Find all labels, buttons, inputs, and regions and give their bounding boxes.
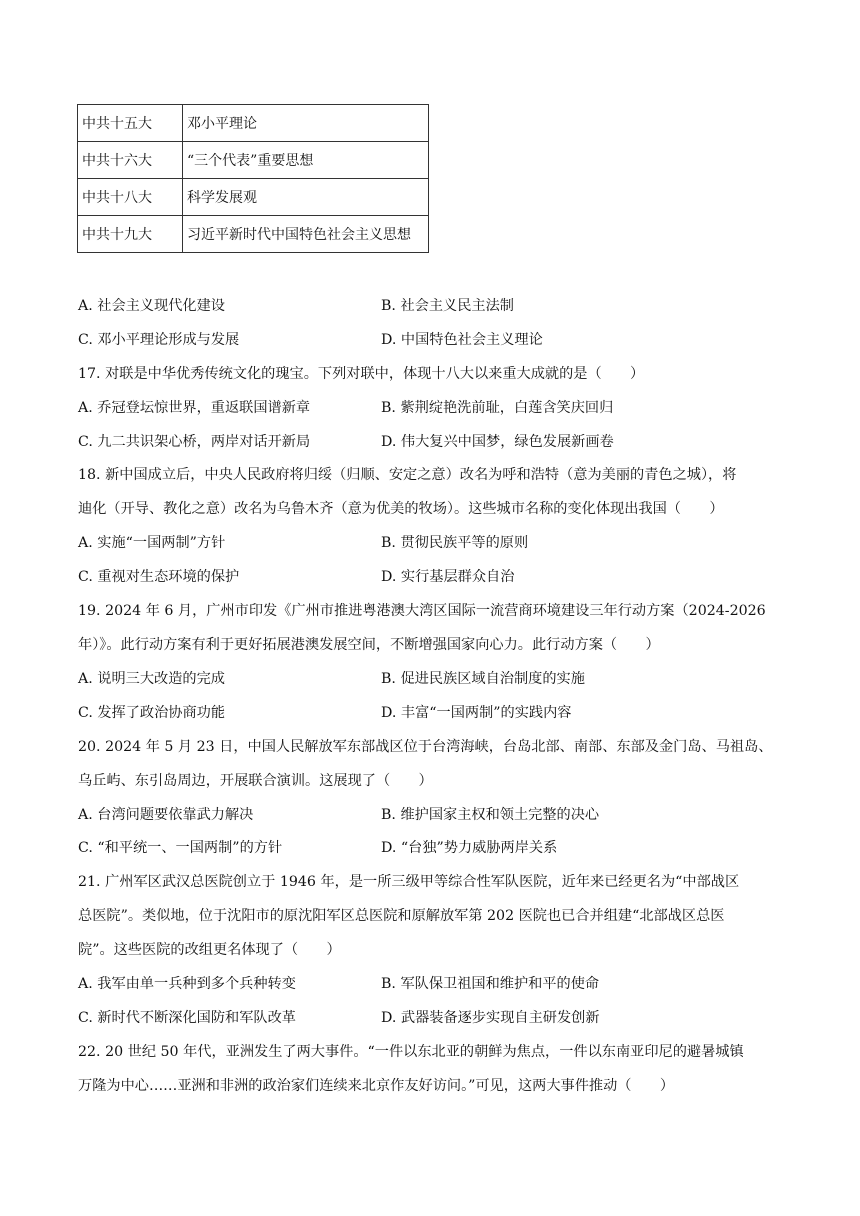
q17-option-d[interactable]: D. 伟大复兴中国梦，绿色发展新画卷 <box>381 434 614 450</box>
q17-option-a[interactable]: A. 乔冠登坛惊世界，重返联国谱新章 <box>78 400 311 416</box>
q18-option-c[interactable]: C. 重视对生态环境的保护 <box>78 569 240 585</box>
q20-stem-line-2: 乌丘屿、东引岛周边，开展联合演训。这展现了（ ） <box>78 773 433 789</box>
q20-option-b[interactable]: B. 维护国家主权和领土完整的决心 <box>381 807 600 823</box>
q18-option-b[interactable]: B. 贯彻民族平等的原则 <box>381 535 529 551</box>
q16-option-d[interactable]: D. 中国特色社会主义理论 <box>381 332 543 348</box>
q20-option-d[interactable]: D. “台独”势力威胁两岸关系 <box>381 840 558 856</box>
q18-option-d[interactable]: D. 实行基层群众自治 <box>381 569 515 585</box>
q16-option-b[interactable]: B. 社会主义民主法制 <box>381 298 514 314</box>
q20-stem-line-1: 20. 2024 年 5 月 23 日，中国人民解放军东部战区位于台湾海峡，台岛北部、南部、东部及金门岛、马祖岛、 <box>78 739 773 755</box>
q20-option-c[interactable]: C. “和平统一、一国两制”的方针 <box>78 840 283 856</box>
table-cell-congress: 中共十六大 <box>78 142 183 179</box>
q18-option-a[interactable]: A. 实施“一国两制”方针 <box>78 535 226 551</box>
q16-option-c[interactable]: C. 邓小平理论形成与发展 <box>78 332 240 348</box>
q20-option-a[interactable]: A. 台湾问题要依靠武力解决 <box>78 807 254 823</box>
q22-stem-line-2: 万隆为中心……亚洲和非洲的政治家们连续来北京作友好访问。”可见，这两大事件推动（ ） <box>78 1078 675 1094</box>
q19-stem-line-1: 19. 2024 年 6 月，广州市印发《广州市推进粤港澳大湾区国际一流营商环境建设三年行动方案（2024-2026 <box>78 603 766 619</box>
table-cell-theory: 邓小平理论 <box>183 105 429 142</box>
q22-stem-line-1: 22. 20 世纪 50 年代，亚洲发生了两大事件。“一件以东北亚的朝鲜为焦点，一件以东南亚印尼的避暑城镇 <box>78 1044 744 1060</box>
q21-option-b[interactable]: B. 军队保卫祖国和维护和平的使命 <box>381 976 600 992</box>
table-cell-theory: 习近平新时代中国特色社会主义思想 <box>183 216 429 253</box>
table-cell-congress: 中共十五大 <box>78 105 183 142</box>
table-cell-theory: 科学发展观 <box>183 179 429 216</box>
q18-stem-line-1: 18. 新中国成立后，中央人民政府将归绥（归顺、安定之意）改名为呼和浩特（意为美丽的青色之城），将 <box>78 467 737 483</box>
q17-stem: 17. 对联是中华优秀传统文化的瑰宝。下列对联中，体现十八大以来重大成就的是（ ） <box>78 366 645 382</box>
q21-option-c[interactable]: C. 新时代不断深化国防和军队改革 <box>78 1010 296 1026</box>
q21-stem-line-1: 21. 广州军区武汉总医院创立于 1946 年，是一所三级甲等综合性军队医院，近年来已经更名为“中部战区 <box>78 874 740 890</box>
q21-stem-line-3: 院”。这些医院的改组更名体现了（ ） <box>78 942 341 958</box>
q17-option-b[interactable]: B. 紫荆绽艳洗前耻，白莲含笑庆回归 <box>381 400 614 416</box>
congress-theory-table <box>77 104 429 253</box>
q19-stem-line-2: 年）》。此行动方案有利于更好拓展港澳发展空间，不断增强国家向心力。此行动方案（ ） <box>78 637 660 653</box>
q16-option-a[interactable]: A. 社会主义现代化建设 <box>78 298 225 314</box>
q19-option-a[interactable]: A. 说明三大改造的完成 <box>78 671 225 687</box>
table-row <box>78 216 429 253</box>
table-row <box>78 179 429 216</box>
q19-option-d[interactable]: D. 丰富“一国两制”的实践内容 <box>381 705 572 721</box>
q21-option-a[interactable]: A. 我军由单一兵种到多个兵种转变 <box>78 976 296 992</box>
table-cell-theory: “三个代表”重要思想 <box>183 142 429 179</box>
table-cell-congress: 中共十八大 <box>78 179 183 216</box>
q19-option-c[interactable]: C. 发挥了政治协商功能 <box>78 705 226 721</box>
q21-option-d[interactable]: D. 武器装备逐步实现自主研发创新 <box>381 1010 600 1026</box>
q21-stem-line-2: 总医院”。类似地，位于沈阳市的原沈阳军区总医院和原解放军第 202 医院也已合并组建“北部战区总医 <box>78 908 725 924</box>
q18-stem-line-2: 迪化（开导、教化之意）改名为乌鲁木齐（意为优美的牧场）。这些城市名称的变化体现出我国（ ） <box>78 501 724 517</box>
table-row <box>78 105 429 142</box>
table-cell-congress: 中共十九大 <box>78 216 183 253</box>
table-row <box>78 142 429 179</box>
q19-option-b[interactable]: B. 促进民族区域自治制度的实施 <box>381 671 585 687</box>
q17-option-c[interactable]: C. 九二共识架心桥，两岸对话开新局 <box>78 434 311 450</box>
